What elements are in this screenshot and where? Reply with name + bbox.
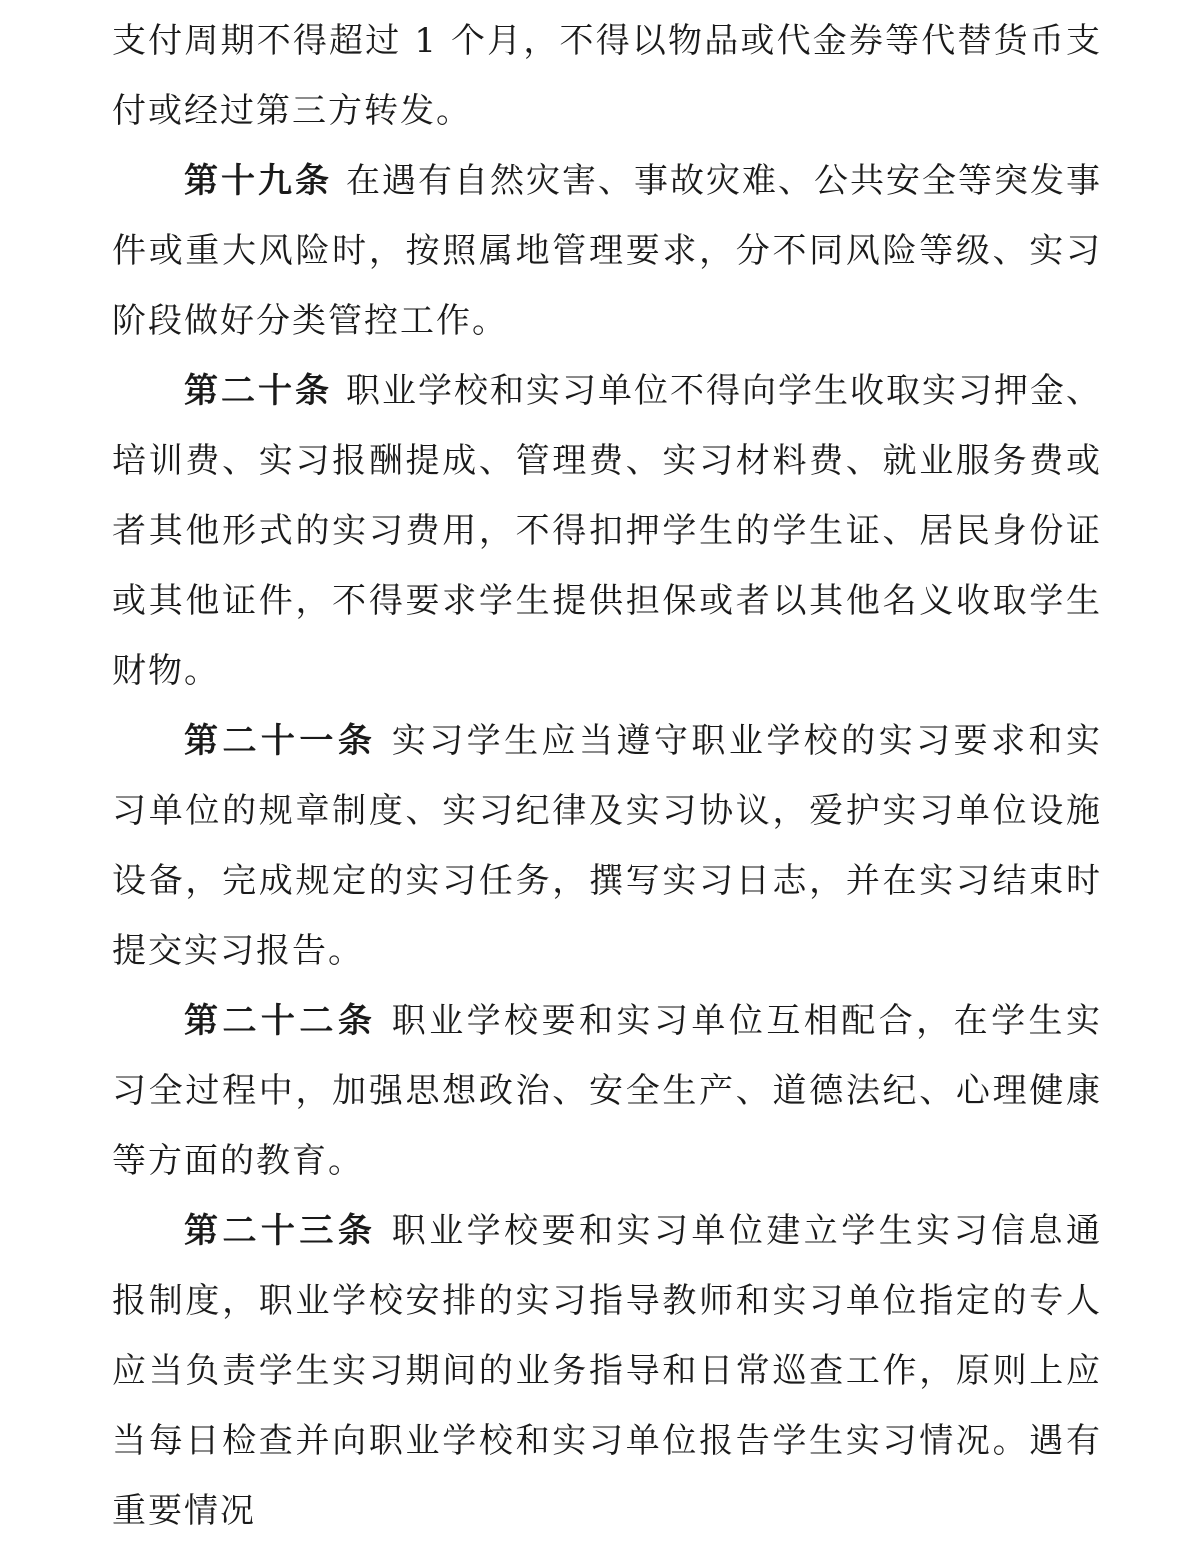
- article-text: 职业学校和实习单位不得向学生收取实习押金、培训费、实习报酬提成、管理费、实习材料费、就业服务费或者其他形式的实习费用，不得扣押学生的学生证、居民身份证或其他证件，不得要求学生提供担保或者以其他名义收取学生财物。: [112, 371, 1102, 691]
- article-number: 第二十三条: [184, 1211, 377, 1251]
- article-19: [112, 146, 1102, 356]
- article-number: 第二十二条: [184, 1001, 377, 1041]
- article-22: [112, 986, 1102, 1196]
- article-text: 职业学校要和实习单位建立学生实习信息通报制度，职业学校安排的实习指导教师和实习单位指定的专人应当负责学生实习期间的业务指导和日常巡查工作，原则上应当每日检查并向职业学校和实习单位报告学生实习情况。遇有重要情况: [112, 1211, 1103, 1531]
- paragraph-text: 支付周期不得超过 1 个月，不得以物品或代金券等代替货币支付或经过第三方转发。: [112, 21, 1102, 131]
- article-text: 在遇有自然灾害、事故灾难、公共安全等突发事件或重大风险时，按照属地管理要求，分不同风险等级、实习阶段做好分类管控工作。: [112, 161, 1102, 341]
- document-body: [112, 6, 1102, 1546]
- article-number: 第二十一条: [184, 721, 377, 761]
- article-23: [112, 1196, 1102, 1546]
- article-number: 第十九条: [184, 161, 332, 201]
- paragraph-continuation: [112, 6, 1102, 146]
- article-21: [112, 706, 1102, 986]
- article-20: [112, 356, 1102, 706]
- article-number: 第二十条: [184, 371, 332, 411]
- article-text: 职业学校要和实习单位互相配合，在学生实习全过程中，加强思想政治、安全生产、道德法纪、心理健康等方面的教育。: [112, 1001, 1103, 1181]
- article-text: 实习学生应当遵守职业学校的实习要求和实习单位的规章制度、实习纪律及实习协议，爱护实习单位设施设备，完成规定的实习任务，撰写实习日志，并在实习结束时提交实习报告。: [112, 721, 1103, 971]
